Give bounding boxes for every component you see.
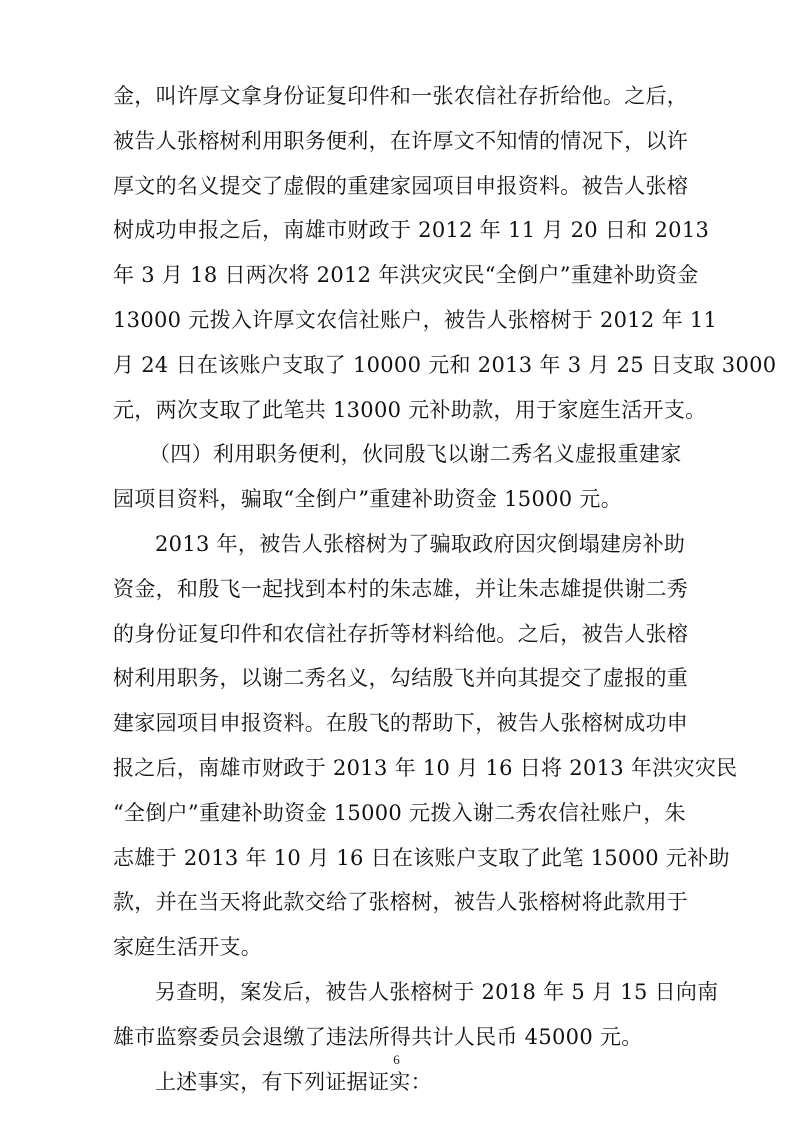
paragraph-start: 上述事实，有下列证据证实： (155, 1069, 432, 1094)
text-line: 雄市监察委员会退缴了违法所得共计人民币 45000 元。 (113, 1024, 643, 1049)
text-line: 建家园项目申报资料。在殷飞的帮助下，被告人张榕树成功申 (113, 711, 689, 736)
text-line: 资金，和殷飞一起找到本村的朱志雄，并让朱志雄提供谢二秀 (113, 576, 689, 601)
text-line: 被告人张榕树利用职务便利，在许厚文不知情的情况下，以许 (113, 128, 689, 153)
text-line: 厚文的名义提交了虚假的重建家园项目申报资料。被告人张榕 (113, 173, 689, 198)
text-line: 报之后，南雄市财政于 2013 年 10 月 16 日将 2013 年洪灾灾民 (113, 755, 738, 780)
text-line: 款，并在当天将此款交给了张榕树，被告人张榕树将此款用于 (113, 890, 689, 915)
text-line: 树利用职务，以谢二秀名义，勾结殷飞并向其提交了虚报的重 (113, 666, 689, 691)
text-line: 月 24 日在该账户支取了 10000 元和 2013 年 3 月 25 日支取 3000 (113, 352, 777, 377)
text-line: 树成功申报之后，南雄市财政于 2012 年 11 月 20 日和 2013 (113, 218, 710, 243)
paragraph-start: 2013 年，被告人张榕树为了骗取政府因灾倒塌建房补助 (155, 531, 686, 556)
section-heading: （四）利用职务便利，伙同殷飞以谢二秀名义虚报重建家 (149, 442, 682, 467)
text-line: 家庭生活开支。 (113, 935, 263, 960)
text-line: 的身份证复印件和农信社存折等材料给他。之后，被告人张榕 (113, 621, 689, 646)
text-line: 元，两次支取了此笔共 13000 元补助款，用于家庭生活开支。 (113, 397, 707, 422)
body-text (113, 74, 777, 1104)
text-line: 年 3 月 18 日两次将 2012 年洪灾灾民“全倒户”重建补助资金 (113, 263, 699, 288)
text-line: 13000 元拨入许厚文农信社账户，被告人张榕树于 2012 年 11 (113, 307, 718, 332)
text-line: 志雄于 2013 年 10 月 16 日在该账户支取了此笔 15000 元补助 (113, 845, 730, 870)
text-line: 金，叫许厚文拿身份证复印件和一张农信社存折给他。之后， (113, 84, 689, 108)
page-number: 6 (393, 1052, 400, 1067)
text-line: “全倒户”重建补助资金 15000 元拨入谢二秀农信社账户，朱 (113, 800, 686, 825)
paragraph-start: 另查明，案发后，被告人张榕树于 2018 年 5 月 15 日向南 (155, 979, 719, 1004)
text-line: 园项目资料，骗取“全倒户”重建补助资金 15000 元。 (113, 487, 623, 512)
